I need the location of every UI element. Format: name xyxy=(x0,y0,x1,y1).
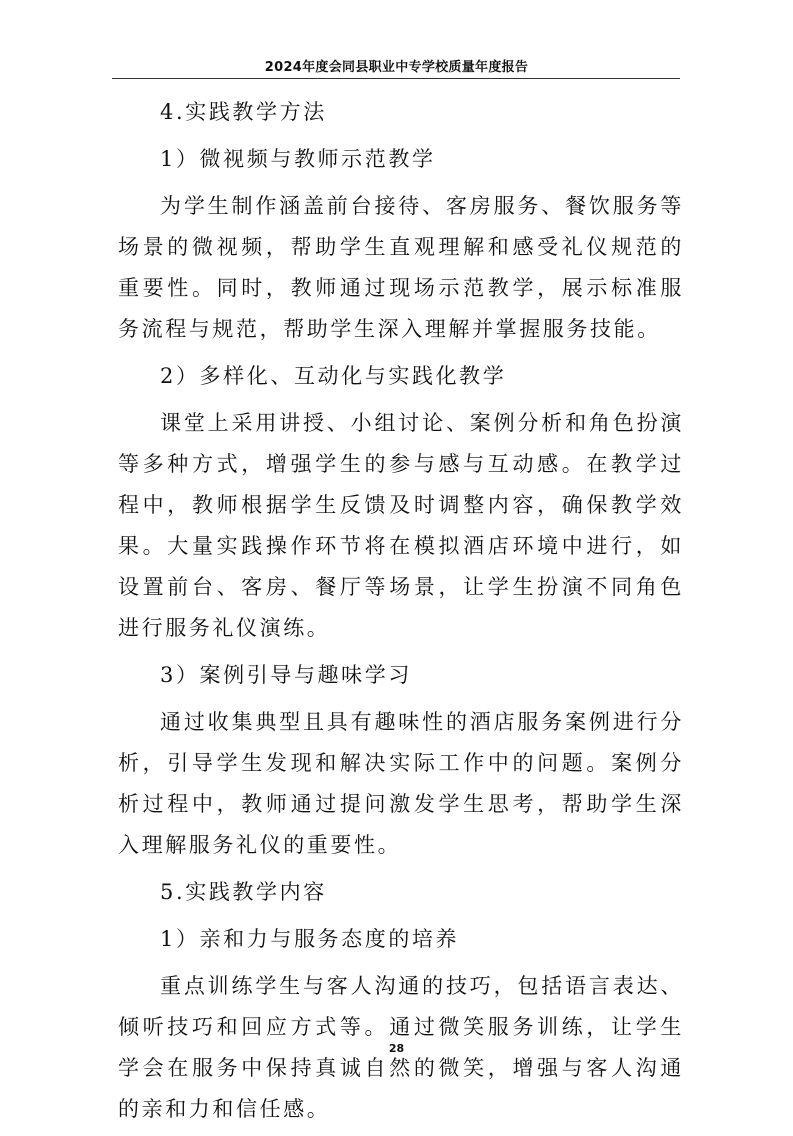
paragraph-case-guidance: 通过收集典型且具有趣味性的酒店服务案例进行分析，引导学生发现和解决实际工作中的问题。案例分析过程中，教师通过提问激发学生思考，帮助学生深入理解服务礼仪的重要性。 xyxy=(118,710,684,857)
page-number: 28 xyxy=(388,1042,405,1055)
section-heading-practice-methods: 4.实践教学方法 xyxy=(160,100,327,124)
subheading-diverse-teaching: 2）多样化、互动化与实践化教学 xyxy=(160,364,507,388)
header-divider xyxy=(112,78,680,79)
section-heading-practice-content: 5.实践教学内容 xyxy=(160,880,327,904)
subheading-micro-video: 1）微视频与教师示范教学 xyxy=(160,147,436,171)
subheading-case-guidance: 3）案例引导与趣味学习 xyxy=(160,663,412,687)
paragraph-diverse-teaching: 课堂上采用讲授、小组讨论、案例分析和角色扮演等多种方式，增强学生的参与感与互动感。在教学过程中，教师根据学生反馈及时调整内容，确保教学效果。大量实践操作环节将在模拟酒店环境中进行，如设置前台、客房、餐厅等场景，让学生扮演不同角色进行服务礼仪演练。 xyxy=(118,411,684,640)
body-content xyxy=(118,92,684,1136)
paragraph-affinity: 重点训练学生与客人沟通的技巧，包括语言表达、倾听技巧和回应方式等。通过微笑服务训练，让学生学会在服务中保持真诚自然的微笑，增强与客人沟通的亲和力和信任感。 xyxy=(118,974,684,1121)
subheading-affinity: 1）亲和力与服务态度的培养 xyxy=(160,927,460,951)
paragraph-micro-video: 为学生制作涵盖前台接待、客房服务、餐饮服务等场景的微视频，帮助学生直观理解和感受礼仪规范的重要性。同时，教师通过现场示范教学，展示标准服务流程与规范，帮助学生深入理解并掌握服务技能。 xyxy=(118,194,684,341)
running-header: 2024年度会同县职业中专学校质量年度报告 xyxy=(264,60,529,75)
